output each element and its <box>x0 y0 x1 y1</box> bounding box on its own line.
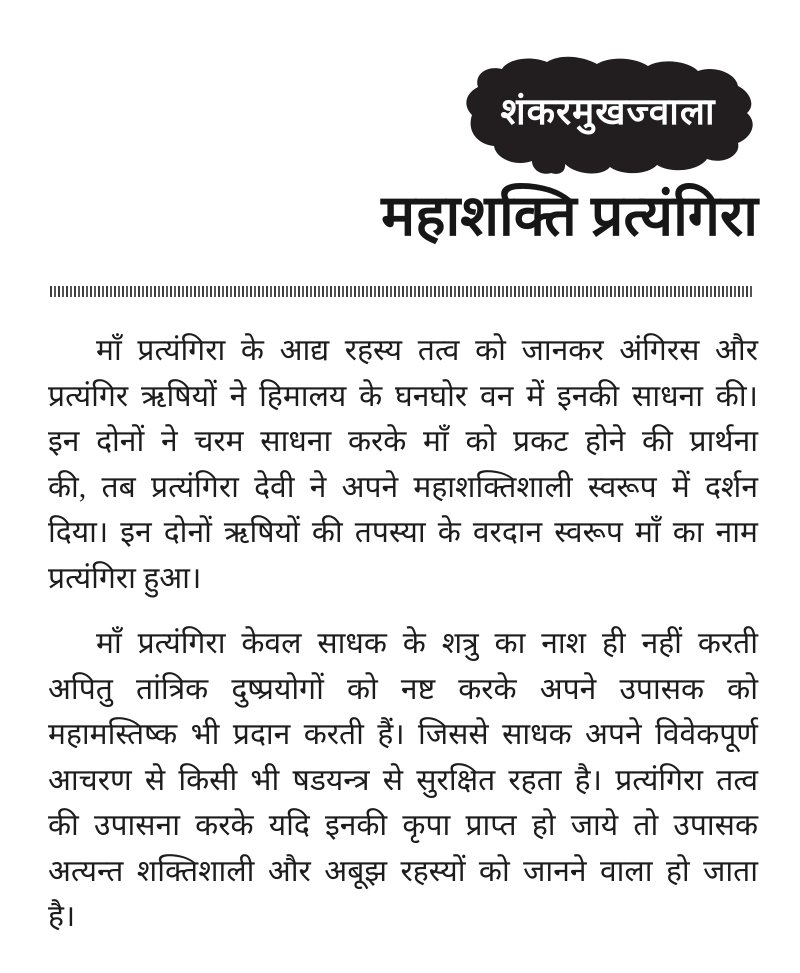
text-line: की, तब प्रत्यंगिरा देवी ने अपने महाशक्तिशाली स्वरूप में दर्शन <box>48 470 758 504</box>
masthead-ink-splash <box>452 55 764 177</box>
page-title: महाशक्ति प्रत्यंगिरा <box>381 185 758 248</box>
paragraph-2 <box>48 621 758 940</box>
text-line: की उपासना करके यदि इनकी कृपा प्राप्त हो जाये तो उपासक <box>48 809 758 842</box>
text-line: अत्यन्त शक्तिशाली और अबूझ रहस्यों को जानने वाला हो जाता <box>48 854 758 888</box>
text-line: दिया। इन दोनों ऋषियों की तपस्या के वरदान स्वरूप माँ का नाम <box>48 516 758 549</box>
text-line: महामस्तिष्क भी प्रदान करती हैं। जिससे साधक अपने विवेकपूर्ण <box>48 718 758 751</box>
masthead-label: शंकरमुखज्वाला <box>500 92 716 133</box>
paragraph-1 <box>48 328 758 601</box>
text-line: प्रत्यंगिर ऋषियों ने हिमालय के घनघोर वन में इनकी साधना की। <box>48 379 758 413</box>
text-line: माँ प्रत्यंगिरा के आद्य रहस्य तत्व को जानकर अंगिरस और <box>96 334 758 367</box>
text-line: इन दोनों ने चरम साधना करके माँ को प्रकट होने की प्रार्थना <box>48 425 758 458</box>
text-line: माँ प्रत्यंगिरा केवल साधक के शत्रु का नाश ही नहीं करती <box>96 627 758 660</box>
text-line: है। <box>48 900 76 933</box>
text-line: प्रत्यंगिरा हुआ। <box>48 561 202 595</box>
text-line: आचरण से किसी भी षडयन्त्र से सुरक्षित रहता है। प्रत्यंगिरा तत्व <box>48 763 758 797</box>
body-text <box>48 328 758 940</box>
hatched-divider-rule <box>50 286 754 297</box>
text-line: अपितु तांत्रिक दुष्प्रयोगों को नष्ट करके अपने उपासक को <box>48 672 758 706</box>
